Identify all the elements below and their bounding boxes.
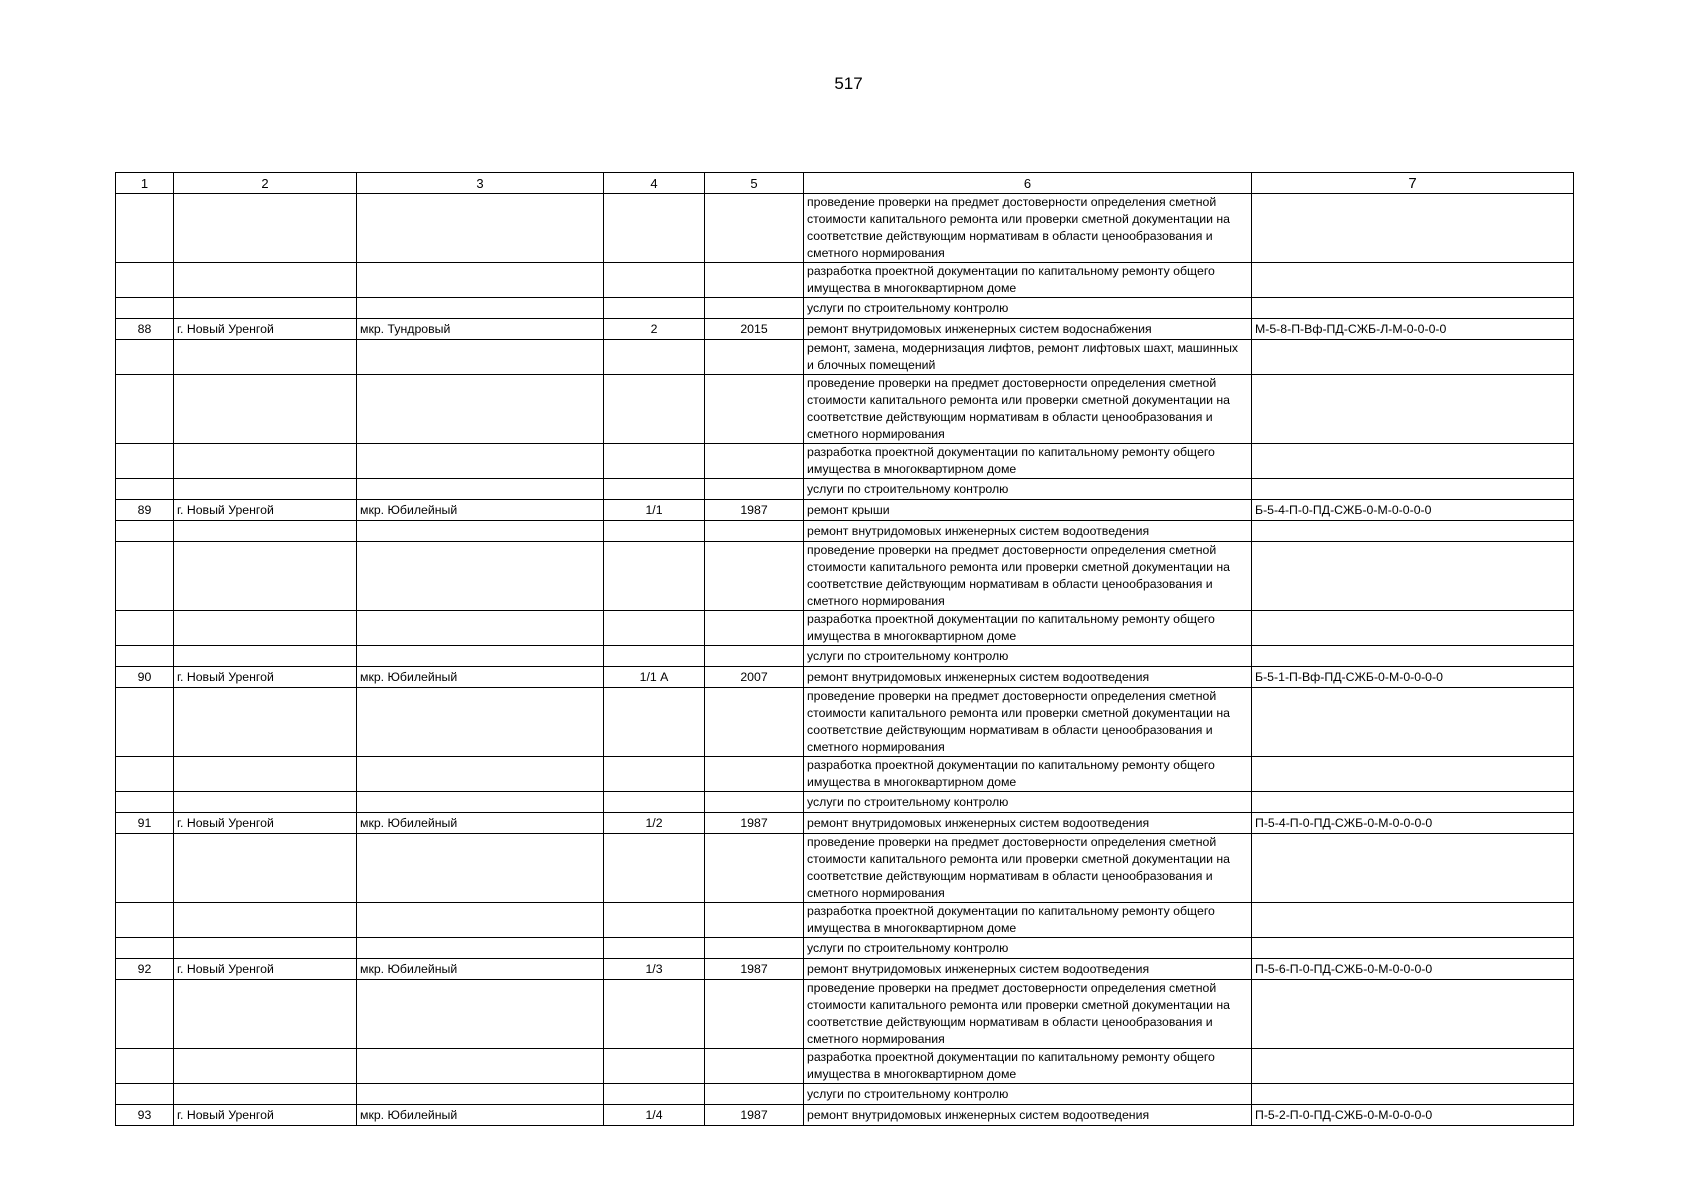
work-type-cell: ремонт, замена, модернизация лифтов, ремонт лифтовых шахт, машинных и блочных помещений: [804, 340, 1252, 375]
row-number-cell: [116, 757, 174, 792]
city-cell: г. Новый Уренгой: [174, 500, 357, 521]
building-code-cell: [1252, 521, 1574, 542]
work-type-cell: ремонт внутридомовых инженерных систем водоснабжения: [804, 319, 1252, 340]
city-cell: г. Новый Уренгой: [174, 813, 357, 834]
row-number-cell: [116, 646, 174, 667]
work-type-cell: проведение проверки на предмет достоверности определения сметной стоимости капитального ремонта или проверки сметной документации на соответствие действующим нормативам в области ценообразования и сметного нормирования: [804, 194, 1252, 263]
table-row: [116, 1105, 1574, 1126]
year-cell: [705, 542, 804, 611]
house-number-cell: [604, 263, 705, 298]
city-cell: [174, 340, 357, 375]
year-cell: [705, 194, 804, 263]
district-cell: [357, 194, 604, 263]
city-cell: [174, 834, 357, 903]
house-number-cell: 1/3: [604, 959, 705, 980]
house-number-cell: [604, 479, 705, 500]
district-cell: [357, 688, 604, 757]
table-row: [116, 792, 1574, 813]
table-row: [116, 263, 1574, 298]
year-cell: 2015: [705, 319, 804, 340]
district-cell: [357, 298, 604, 319]
row-number-cell: [116, 340, 174, 375]
row-number-cell: [116, 1084, 174, 1105]
table-row: [116, 688, 1574, 757]
table-row: [116, 757, 1574, 792]
district-cell: [357, 834, 604, 903]
building-code-cell: [1252, 298, 1574, 319]
table-row: [116, 375, 1574, 444]
work-type-cell: проведение проверки на предмет достоверности определения сметной стоимости капитального ремонта или проверки сметной документации на соответствие действующим нормативам в области ценообразования и сметного нормирования: [804, 980, 1252, 1049]
house-number-cell: [604, 521, 705, 542]
year-cell: 1987: [705, 813, 804, 834]
table-row: [116, 611, 1574, 646]
year-cell: [705, 521, 804, 542]
house-number-cell: [604, 903, 705, 938]
district-cell: [357, 444, 604, 479]
year-cell: [705, 903, 804, 938]
table-row: [116, 521, 1574, 542]
row-number-cell: [116, 298, 174, 319]
year-cell: [705, 792, 804, 813]
building-code-cell: Б-5-4-П-0-ПД-СЖБ-0-М-0-0-0-0: [1252, 500, 1574, 521]
building-code-cell: П-5-2-П-0-ПД-СЖБ-0-М-0-0-0-0: [1252, 1105, 1574, 1126]
district-cell: [357, 646, 604, 667]
work-type-cell: разработка проектной документации по капитальному ремонту общего имущества в многоквартирном доме: [804, 903, 1252, 938]
house-number-cell: 1/1 А: [604, 667, 705, 688]
year-cell: [705, 1084, 804, 1105]
work-type-cell: ремонт внутридомовых инженерных систем водоотведения: [804, 667, 1252, 688]
year-cell: [705, 980, 804, 1049]
row-number-cell: [116, 444, 174, 479]
city-cell: [174, 903, 357, 938]
work-type-cell: разработка проектной документации по капитальному ремонту общего имущества в многоквартирном доме: [804, 1049, 1252, 1084]
city-cell: [174, 980, 357, 1049]
year-cell: [705, 263, 804, 298]
building-code-cell: [1252, 938, 1574, 959]
row-number-cell: [116, 375, 174, 444]
house-number-cell: [604, 938, 705, 959]
city-cell: [174, 792, 357, 813]
building-code-cell: [1252, 792, 1574, 813]
year-cell: 1987: [705, 1105, 804, 1126]
year-cell: [705, 479, 804, 500]
building-code-cell: [1252, 542, 1574, 611]
district-cell: [357, 938, 604, 959]
building-code-cell: [1252, 194, 1574, 263]
row-number-cell: [116, 1049, 174, 1084]
page-number: 517: [834, 74, 863, 93]
city-cell: [174, 611, 357, 646]
row-number-cell: 92: [116, 959, 174, 980]
work-type-cell: ремонт внутридомовых инженерных систем водоотведения: [804, 1105, 1252, 1126]
work-type-cell: разработка проектной документации по капитальному ремонту общего имущества в многоквартирном доме: [804, 757, 1252, 792]
building-code-cell: [1252, 375, 1574, 444]
house-number-cell: [604, 688, 705, 757]
house-number-cell: 1/4: [604, 1105, 705, 1126]
header-cell: 4: [604, 173, 705, 194]
house-number-cell: [604, 980, 705, 1049]
house-number-cell: [604, 792, 705, 813]
table-row: [116, 1084, 1574, 1105]
header-cell: 5: [705, 173, 804, 194]
district-cell: [357, 757, 604, 792]
district-cell: [357, 1084, 604, 1105]
year-cell: [705, 938, 804, 959]
city-cell: [174, 375, 357, 444]
city-cell: [174, 444, 357, 479]
table-row: [116, 646, 1574, 667]
building-code-cell: [1252, 757, 1574, 792]
year-cell: [705, 375, 804, 444]
building-code-cell: [1252, 611, 1574, 646]
row-number-cell: 91: [116, 813, 174, 834]
district-cell: [357, 903, 604, 938]
district-cell: мкр. Юбилейный: [357, 667, 604, 688]
district-cell: [357, 479, 604, 500]
house-number-cell: [604, 757, 705, 792]
row-number-cell: [116, 688, 174, 757]
building-code-cell: П-5-6-П-0-ПД-СЖБ-0-М-0-0-0-0: [1252, 959, 1574, 980]
district-cell: мкр. Юбилейный: [357, 500, 604, 521]
header-cell: 3: [357, 173, 604, 194]
house-number-cell: [604, 646, 705, 667]
row-number-cell: [116, 903, 174, 938]
year-cell: [705, 340, 804, 375]
house-number-cell: [604, 834, 705, 903]
year-cell: [705, 444, 804, 479]
house-number-cell: [604, 611, 705, 646]
work-type-cell: проведение проверки на предмет достоверности определения сметной стоимости капитального ремонта или проверки сметной документации на соответствие действующим нормативам в области ценообразования и сметного нормирования: [804, 834, 1252, 903]
work-type-cell: проведение проверки на предмет достоверности определения сметной стоимости капитального ремонта или проверки сметной документации на соответствие действующим нормативам в области ценообразования и сметного нормирования: [804, 542, 1252, 611]
house-number-cell: [604, 444, 705, 479]
building-code-cell: [1252, 646, 1574, 667]
work-type-cell: разработка проектной документации по капитальному ремонту общего имущества в многоквартирном доме: [804, 263, 1252, 298]
header-cell: 1: [116, 173, 174, 194]
year-cell: 1987: [705, 959, 804, 980]
city-cell: [174, 938, 357, 959]
header-cell: 6: [804, 173, 1252, 194]
city-cell: г. Новый Уренгой: [174, 1105, 357, 1126]
table-row: [116, 903, 1574, 938]
row-number-cell: [116, 980, 174, 1049]
table-row: [116, 479, 1574, 500]
table-row: [116, 667, 1574, 688]
building-code-cell: [1252, 980, 1574, 1049]
header-cell: 7: [1252, 173, 1574, 194]
building-code-cell: [1252, 479, 1574, 500]
work-type-cell: проведение проверки на предмет достоверности определения сметной стоимости капитального ремонта или проверки сметной документации на соответствие действующим нормативам в области ценообразования и сметного нормирования: [804, 375, 1252, 444]
building-code-cell: [1252, 444, 1574, 479]
header-cell: 2: [174, 173, 357, 194]
city-cell: г. Новый Уренгой: [174, 667, 357, 688]
house-number-cell: [604, 298, 705, 319]
city-cell: [174, 688, 357, 757]
row-number-cell: [116, 521, 174, 542]
city-cell: [174, 1049, 357, 1084]
work-type-cell: ремонт внутридомовых инженерных систем водоотведения: [804, 813, 1252, 834]
house-number-cell: 1/2: [604, 813, 705, 834]
city-cell: г. Новый Уренгой: [174, 319, 357, 340]
work-type-cell: ремонт внутридомовых инженерных систем водоотведения: [804, 959, 1252, 980]
building-code-cell: [1252, 688, 1574, 757]
year-cell: [705, 646, 804, 667]
work-type-cell: услуги по строительному контролю: [804, 938, 1252, 959]
house-number-cell: 1/1: [604, 500, 705, 521]
year-cell: [705, 834, 804, 903]
table-row: [116, 542, 1574, 611]
district-cell: [357, 340, 604, 375]
house-number-cell: [604, 1049, 705, 1084]
table-row: [116, 319, 1574, 340]
row-number-cell: [116, 938, 174, 959]
district-cell: мкр. Тундровый: [357, 319, 604, 340]
building-code-cell: М-5-8-П-Вф-ПД-СЖБ-Л-М-0-0-0-0: [1252, 319, 1574, 340]
district-cell: [357, 792, 604, 813]
year-cell: [705, 611, 804, 646]
register-table: [115, 172, 1574, 1126]
district-cell: [357, 263, 604, 298]
row-number-cell: [116, 263, 174, 298]
city-cell: [174, 757, 357, 792]
district-cell: [357, 521, 604, 542]
house-number-cell: [604, 542, 705, 611]
row-number-cell: [116, 194, 174, 263]
work-type-cell: проведение проверки на предмет достоверности определения сметной стоимости капитального ремонта или проверки сметной документации на соответствие действующим нормативам в области ценообразования и сметного нормирования: [804, 688, 1252, 757]
row-number-cell: [116, 611, 174, 646]
row-number-cell: [116, 792, 174, 813]
house-number-cell: 2: [604, 319, 705, 340]
row-number-cell: 90: [116, 667, 174, 688]
work-type-cell: услуги по строительному контролю: [804, 792, 1252, 813]
city-cell: [174, 1084, 357, 1105]
building-code-cell: Б-5-1-П-Вф-ПД-СЖБ-0-М-0-0-0-0: [1252, 667, 1574, 688]
year-cell: 1987: [705, 500, 804, 521]
table-row: [116, 194, 1574, 263]
district-cell: мкр. Юбилейный: [357, 813, 604, 834]
building-code-cell: П-5-4-П-0-ПД-СЖБ-0-М-0-0-0-0: [1252, 813, 1574, 834]
table-row: [116, 813, 1574, 834]
work-type-cell: услуги по строительному контролю: [804, 298, 1252, 319]
city-cell: г. Новый Уренгой: [174, 959, 357, 980]
building-code-cell: [1252, 903, 1574, 938]
district-cell: [357, 375, 604, 444]
building-code-cell: [1252, 1049, 1574, 1084]
year-cell: [705, 757, 804, 792]
year-cell: [705, 688, 804, 757]
city-cell: [174, 646, 357, 667]
table-row: [116, 980, 1574, 1049]
work-type-cell: услуги по строительному контролю: [804, 1084, 1252, 1105]
building-code-cell: [1252, 834, 1574, 903]
row-number-cell: [116, 542, 174, 611]
table-row: [116, 500, 1574, 521]
work-type-cell: разработка проектной документации по капитальному ремонту общего имущества в многоквартирном доме: [804, 444, 1252, 479]
district-cell: [357, 1049, 604, 1084]
city-cell: [174, 263, 357, 298]
district-cell: [357, 542, 604, 611]
district-cell: мкр. Юбилейный: [357, 959, 604, 980]
district-cell: [357, 980, 604, 1049]
row-number-cell: 93: [116, 1105, 174, 1126]
year-cell: [705, 1049, 804, 1084]
year-cell: [705, 298, 804, 319]
table-row: [116, 444, 1574, 479]
work-type-cell: услуги по строительному контролю: [804, 479, 1252, 500]
house-number-cell: [604, 194, 705, 263]
city-cell: [174, 521, 357, 542]
district-cell: [357, 611, 604, 646]
work-type-cell: ремонт внутридомовых инженерных систем водоотведения: [804, 521, 1252, 542]
district-cell: мкр. Юбилейный: [357, 1105, 604, 1126]
work-type-cell: разработка проектной документации по капитальному ремонту общего имущества в многоквартирном доме: [804, 611, 1252, 646]
row-number-cell: 89: [116, 500, 174, 521]
table-row: [116, 834, 1574, 903]
year-cell: 2007: [705, 667, 804, 688]
city-cell: [174, 542, 357, 611]
row-number-cell: 88: [116, 319, 174, 340]
table-row: [116, 298, 1574, 319]
building-code-cell: [1252, 263, 1574, 298]
row-number-cell: [116, 834, 174, 903]
work-type-cell: ремонт крыши: [804, 500, 1252, 521]
house-number-cell: [604, 1084, 705, 1105]
table-row: [116, 959, 1574, 980]
city-cell: [174, 298, 357, 319]
table-row: [116, 938, 1574, 959]
table-row: [116, 1049, 1574, 1084]
house-number-cell: [604, 375, 705, 444]
work-type-cell: услуги по строительному контролю: [804, 646, 1252, 667]
building-code-cell: [1252, 340, 1574, 375]
row-number-cell: [116, 479, 174, 500]
house-number-cell: [604, 340, 705, 375]
building-code-cell: [1252, 1084, 1574, 1105]
city-cell: [174, 194, 357, 263]
table-row: [116, 340, 1574, 375]
city-cell: [174, 479, 357, 500]
header-row: [116, 173, 1574, 194]
